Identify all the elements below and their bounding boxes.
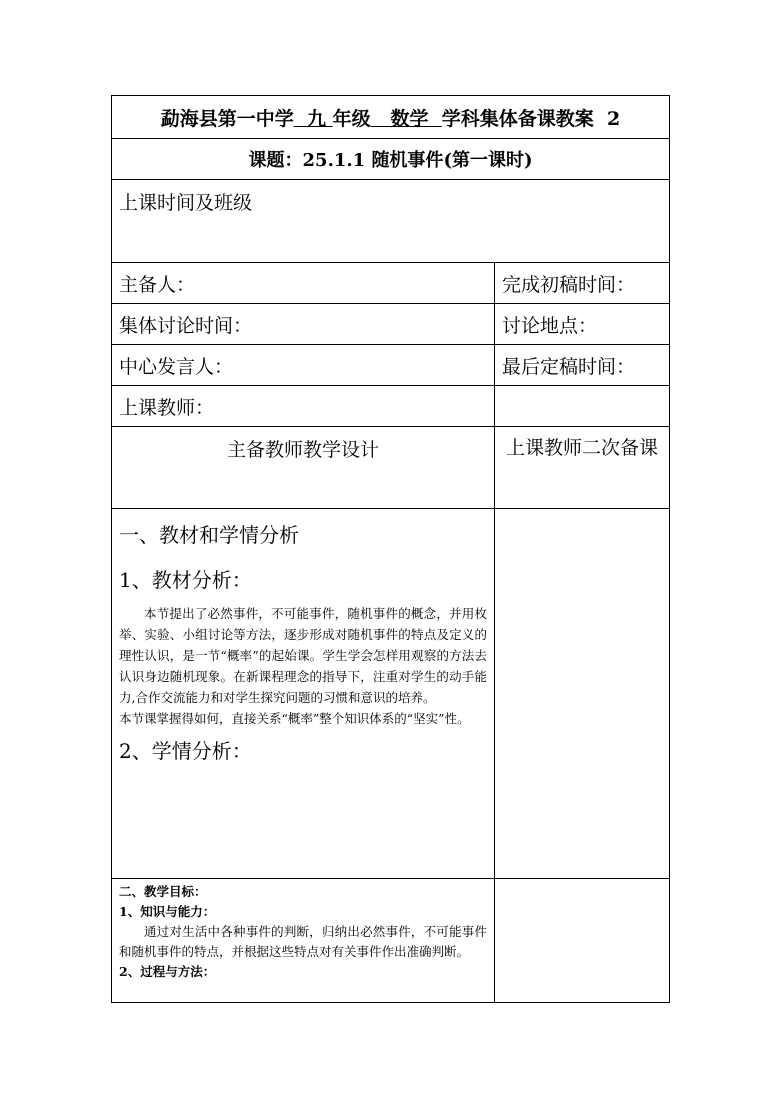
textbook-analysis-text: 本节提出了必然事件，不可能事件，随机事件的概念，并用枚举、实验、小组讨论等方法，逐步形成对随机事件的特点及定义的理性认识，是一节“概率”的起始课。学生学会怎样用观察的方法去认识身边随机现象。在新课程理念的指导下，注重对学生的动手能力,合作交流能力和对学生探究问题的习惯和意识的培养。 [119, 606, 487, 705]
design-header-left [112, 427, 495, 509]
analysis-section-title: 一、教材和学情分析 [119, 523, 299, 547]
lesson-number: 25.1.1 [302, 150, 366, 171]
discussion-time-cell [112, 304, 495, 345]
class-time-label: 上课时间及班级 [119, 192, 253, 214]
process-title: 2、过程与方法： [119, 964, 216, 979]
grade-label: 年级 [332, 107, 371, 130]
knowledge-text: 通过对生活中各种事件的判断，归纳出必然事件，不可能事件和随机事件的特点，并根据这些特点对有关事件作出准确判断。 [119, 924, 487, 959]
teacher-label: 上课教师： [119, 396, 215, 419]
class-time-cell [112, 180, 670, 263]
goals-title: 二、教学目标： [119, 884, 207, 899]
lesson-name: 随机事件 [371, 150, 444, 171]
document-number: 2 [607, 107, 621, 130]
discussion-place-cell [495, 304, 670, 345]
goals-notes-cell [495, 879, 670, 1003]
design-header-right [495, 427, 670, 509]
final-time-cell [495, 345, 670, 386]
speaker-label: 中心发言人： [119, 355, 234, 378]
main-design-heading: 主备教师教学设计 [226, 439, 379, 461]
draft-time-cell [495, 263, 670, 304]
final-time-label: 最后定稿时间： [502, 355, 636, 378]
teacher-cell [112, 386, 495, 427]
lesson-topic-label: 课题： [248, 150, 303, 171]
knowledge-title: 1、知识与能力： [119, 904, 216, 919]
lesson-topic [112, 139, 670, 180]
goals-cell [112, 879, 495, 1003]
lesson-period: (第一课时) [443, 150, 533, 171]
subject-blank: 数学 [390, 107, 429, 130]
draft-time-label: 完成初稿时间： [502, 273, 636, 296]
grade-blank: 九 [307, 107, 327, 130]
speaker-cell [112, 345, 495, 386]
student-analysis-title: 2、学情分析： [119, 739, 252, 763]
lesson-plan-table [111, 95, 670, 1003]
school-name: 勐海县第一中学 [160, 107, 294, 130]
analysis-cell [112, 509, 495, 879]
main-preparer-cell [112, 263, 495, 304]
subject-label: 学科集体备课教案 [441, 107, 594, 130]
discussion-place-label: 讨论地点： [502, 314, 598, 337]
document-title [112, 96, 670, 139]
analysis-notes-cell [495, 509, 670, 879]
second-prep-heading: 上课教师二次备课 [505, 437, 658, 459]
textbook-analysis-text-2: 本节课掌握得如何，直接关系“概率”整个知识体系的“坚实”性。 [119, 711, 470, 726]
main-preparer-label: 主备人： [119, 273, 196, 296]
teacher-empty-cell [495, 386, 670, 427]
textbook-analysis-title: 1、教材分析： [119, 568, 252, 592]
discussion-time-label: 集体讨论时间： [119, 314, 253, 337]
